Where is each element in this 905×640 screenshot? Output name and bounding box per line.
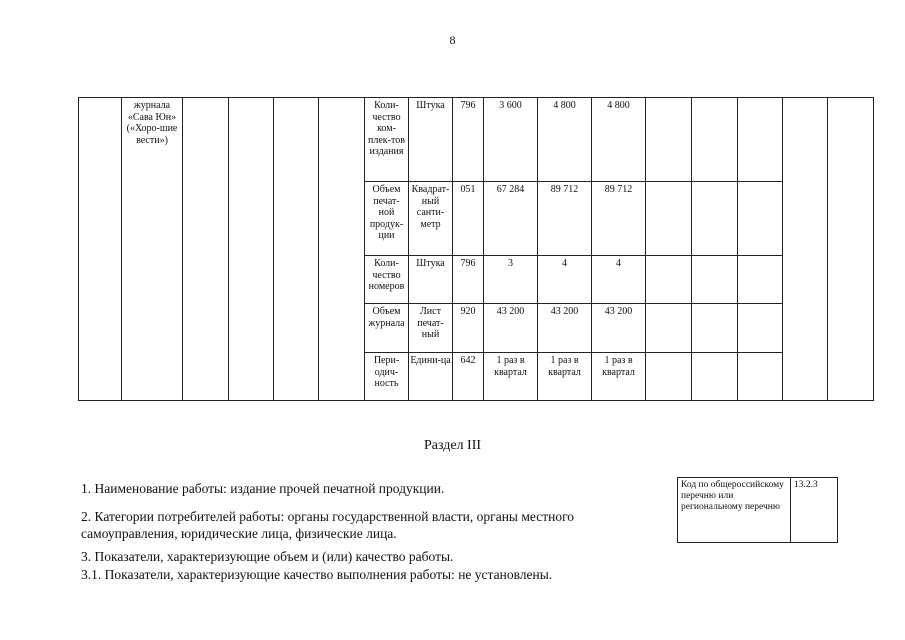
table-cell-value: 67 284 (484, 182, 538, 256)
table-cell-empty (646, 304, 692, 353)
quality-indicators-paragraph: 3.1. Показатели, характеризующие качество выполнения работы: не установлены. (81, 567, 553, 582)
table-cell-indicator: Объем печат-ной продук-ции (365, 182, 409, 256)
table-cell-indicator: Объем журнала (365, 304, 409, 353)
table-cell-empty (229, 98, 274, 401)
table-cell-empty (692, 304, 738, 353)
table-cell-value: 3 (484, 256, 538, 304)
table-cell-value: 89 712 (592, 182, 646, 256)
table-cell-empty (783, 98, 828, 401)
table-cell-indicator: Коли-чество номеров (365, 256, 409, 304)
registry-code-value: 13.2.3 (791, 478, 838, 543)
table-cell-empty (692, 256, 738, 304)
table-cell-empty (646, 256, 692, 304)
table-cell-empty (183, 98, 229, 401)
volume-indicators-table (78, 97, 874, 401)
table-cell-value: 3 600 (484, 98, 538, 182)
table-cell-code: 051 (453, 182, 484, 256)
table-cell-code: 920 (453, 304, 484, 353)
table-cell-indicator: Пери-одич-ность (365, 353, 409, 401)
table-cell-journal-name: журнала «Сава Юн» («Хоро-шие вести») (122, 98, 183, 401)
registry-code-box (677, 477, 838, 543)
table-cell-empty (738, 98, 783, 182)
table-cell-value: 1 раз в квартал (592, 353, 646, 401)
table-cell-code: 796 (453, 98, 484, 182)
section-title: Раздел III (423, 438, 482, 453)
table-cell-empty (646, 353, 692, 401)
consumer-categories-paragraph: 2. Категории потребителей работы: органы государственной власти, органы местного самоуправления, юридические лица, физические лица. (81, 509, 575, 541)
table-cell-empty (646, 98, 692, 182)
registry-code-label: Код по общероссийскому перечню или региональному перечню (678, 478, 791, 543)
table-cell-empty (692, 98, 738, 182)
table-cell-empty (646, 182, 692, 256)
table-cell-value: 89 712 (538, 182, 592, 256)
table-cell-indicator: Коли-чество ком-плек-тов издания (365, 98, 409, 182)
table-cell-value: 43 200 (592, 304, 646, 353)
table-cell-empty (738, 304, 783, 353)
table-cell-value: 4 800 (592, 98, 646, 182)
table-row (79, 98, 874, 182)
table-cell-empty (738, 353, 783, 401)
work-name-paragraph: 1. Наименование работы: издание прочей печатной продукции. (81, 481, 445, 496)
table-cell-value: 1 раз в квартал (538, 353, 592, 401)
table-cell-unit: Лист печат-ный (409, 304, 453, 353)
table-cell-code: 796 (453, 256, 484, 304)
table-cell-code: 642 (453, 353, 484, 401)
table-cell-value: 4 (538, 256, 592, 304)
table-cell-empty (738, 182, 783, 256)
table-cell-value: 4 (592, 256, 646, 304)
table-cell-value: 4 800 (538, 98, 592, 182)
table-cell-value: 43 200 (484, 304, 538, 353)
table-cell-empty (738, 256, 783, 304)
table-cell-empty (692, 353, 738, 401)
table-cell-unit: Квадрат-ный санти-метр (409, 182, 453, 256)
table-cell-empty (828, 98, 874, 401)
table-cell-unit: Штука (409, 98, 453, 182)
table-cell-value: 1 раз в квартал (484, 353, 538, 401)
table-cell-value: 43 200 (538, 304, 592, 353)
table-cell-empty (692, 182, 738, 256)
table-cell-empty (274, 98, 319, 401)
table-cell-unit: Штука (409, 256, 453, 304)
indicators-paragraph: 3. Показатели, характеризующие объем и (или) качество работы. (81, 549, 454, 564)
page-number: 8 (449, 33, 456, 47)
table-cell-empty (319, 98, 365, 401)
table-cell-number (79, 98, 122, 401)
table-cell-unit: Едини-ца (409, 353, 453, 401)
